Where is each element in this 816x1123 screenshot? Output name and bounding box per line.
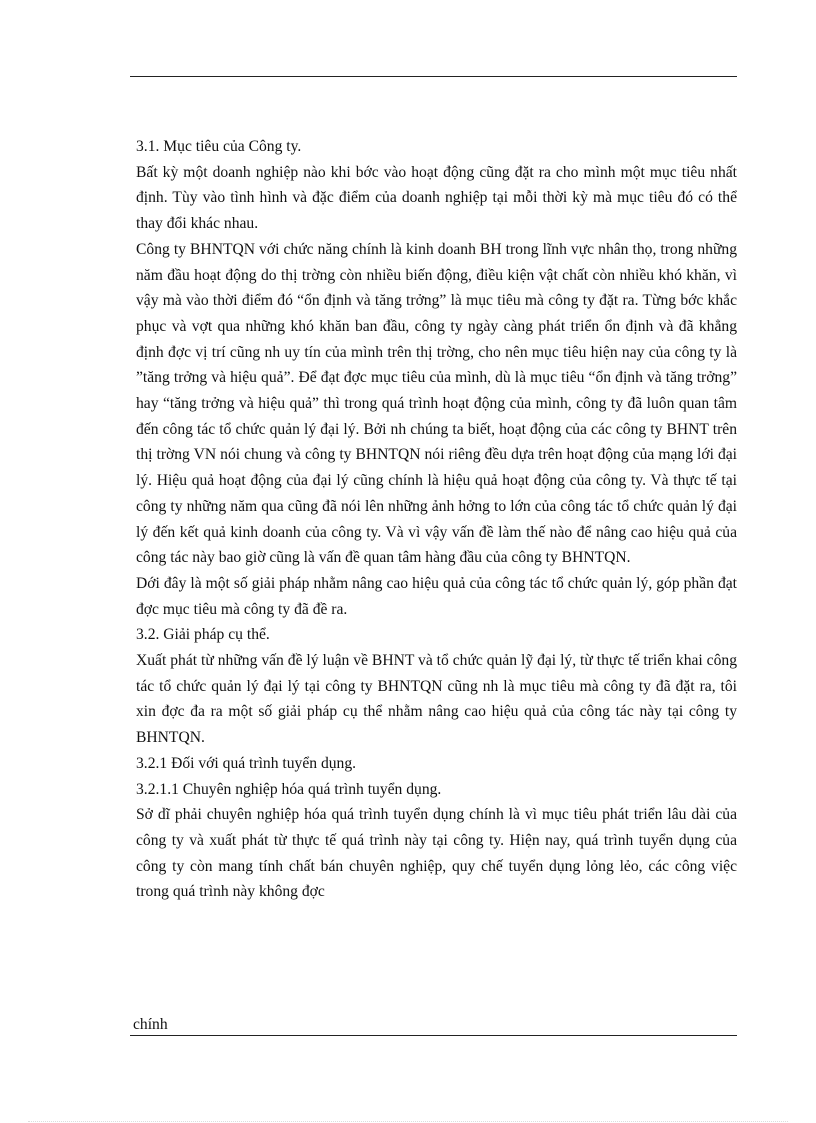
body-paragraph: Xuất phát từ những vấn đề lý luận về BHNT và tổ chức quản lỹ đại lý, từ thực tế triển khai công tác tổ chức quản lý đại lý tại công ty BHNTQN cũng nh là mục tiêu mà công ty đã đặt ra, tôi xin đợc đa ra một số giải pháp cụ thể nhằm nâng cao hiệu quả của công tác này tại công ty BHNTQN. [136,652,737,747]
body-paragraph: Công ty BHNTQN với chức năng chính là kinh doanh BH trong lĩnh vực nhân thọ, trong những năm đầu hoạt động do thị trờng còn nhiều biến động, điều kiện vật chất còn nhiều khó khăn, vì vậy mà vào thời điểm đó “ổn định và tăng trởng” là mục tiêu mà công ty đặt ra. Từng bớc khắc phục và vợt qua những khó khăn ban đầu, công ty ngày càng phát triển ổn định và đã khẳng định đợc vị trí cũng nh uy tín của mình trên thị trờng, cho nên mục tiêu hiện nay của công ty là ”tăng trởng và hiệu quả”. Để đạt đợc mục tiêu của mình, dù là mục tiêu “ổn định và tăng trởng” hay “tăng trởng và hiệu quả” thì trong quá trình hoạt động của mình, công ty đã luôn quan tâm đến công tác tổ chức quản lý đại lý. Bởi nh chúng ta biết, hoạt động của các công ty BHNT trên thị trờng VN nói chung và công ty BHNTQN nói riêng đều dựa trên hoạt động của mạng lới đại lý. Hiệu quả hoạt động của đại lý cũng chính là hiệu quả hoạt động của công ty. Và thực tế tại công ty những năm qua cũng đã nói lên những ảnh hởng to lớn của công tác tổ chức quản lý đại lý đến kết quả kinh doanh của công ty. Và vì vậy vấn đề làm thế nào để nâng cao hiệu quả của công tác này bao giờ cũng là vấn đề quan tâm hàng đầu của công ty BHNTQN. [136,240,737,567]
section-heading: 3.2.1.1 Chuyên nghiệp hóa quá trình tuyển dụng. [136,780,442,798]
body-paragraph: Dới đây là một số giải pháp nhằm nâng cao hiệu quả của công tác tổ chức quản lý, góp phần đạt đợc mục tiêu mà công ty đã đề ra. [136,574,737,618]
footer-rule [130,1035,737,1036]
page-edge-dots [28,1121,788,1122]
section-heading: 3.1. Mục tiêu của Công ty. [136,138,302,155]
document-body [136,134,737,905]
section-heading: 3.2.1 Đối với quá trình tuyển dụng. [136,754,357,772]
footer-continuation-word: chính [133,1016,168,1033]
body-paragraph: Sở dĩ phải chuyên nghiệp hóa quá trình tuyển dụng chính là vì mục tiêu phát triển lâu dài của công ty và xuất phát từ thực tế quá trình này tại công ty. Hiện nay, quá trình tuyển dụng của công ty còn mang tính chất bán chuyên nghiệp, quy chế tuyển dụng lỏng lẻo, các công việc trong quá trình này không đợc [136,806,737,901]
body-paragraph: Bất kỳ một doanh nghiệp nào khi bớc vào hoạt động cũng đặt ra cho mình một mục tiêu nhất định. Tùy vào tình hình và đặc điểm của doanh nghiệp tại mỗi thời kỳ mà mục tiêu đó có thể thay đổi khác nhau. [136,163,737,233]
header-rule [130,76,737,77]
section-heading: 3.2. Giải pháp cụ thể. [136,626,270,644]
